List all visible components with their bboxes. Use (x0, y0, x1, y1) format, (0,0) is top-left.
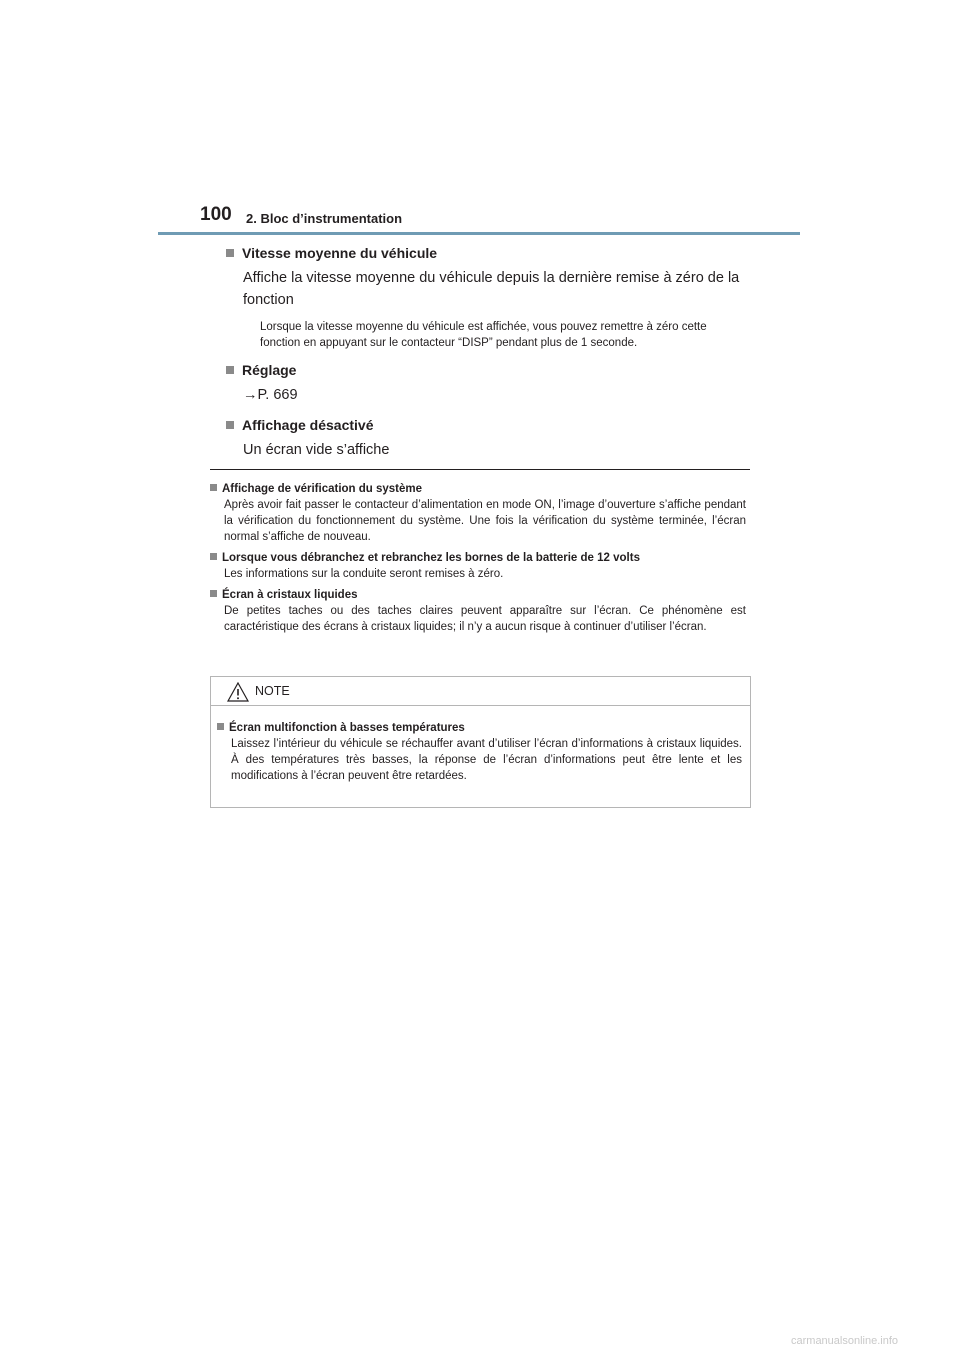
section-display-off (226, 414, 746, 461)
section-setting (226, 359, 746, 406)
square-bullet-icon (210, 590, 217, 597)
section-small-text: Lorsque la vitesse moyenne du véhicule est affichée, vous pouvez remettre à zéro cette fonction en appuyant sur le contacteur “DISP” pendant plus de 1 seconde. (260, 321, 707, 349)
note-item (210, 550, 746, 582)
note-title: Écran à cristaux liquides (222, 589, 358, 601)
notes-list (210, 481, 746, 640)
page-number: 100 (200, 204, 232, 225)
square-bullet-icon (217, 723, 224, 730)
main-content (226, 242, 746, 469)
section-divider (210, 469, 750, 470)
page-reference-link[interactable]: →P. 669 (243, 387, 298, 403)
notice-text: Laissez l’intérieur du véhicule se réchauffer avant d’utiliser l’écran d’informations à cristaux liquides. À des températures très basses, la réponse de l’écran d’informations peut être lente et les modifications à l’écran peuvent être retardées. (231, 738, 742, 782)
section-title: Réglage (242, 362, 297, 378)
notice-body (211, 706, 750, 784)
note-text: Les informations sur la conduite seront remises à zéro. (224, 568, 504, 580)
square-bullet-icon (210, 484, 217, 491)
note-text: De petites taches ou des taches claires peuvent apparaître sur l’écran. Ce phénomène est caractéristique des écrans à cristaux liquides; il n’y a aucun risque à continuer d’utiliser l’écran. (224, 605, 746, 633)
page-header (158, 200, 800, 236)
footer-watermark[interactable]: carmanualsonline.info (791, 1335, 899, 1347)
notice-box (210, 676, 751, 808)
note-title: Lorsque vous débranchez et rebranchez les bornes de la batterie de 12 volts (222, 552, 640, 564)
notice-title: Écran multifonction à basses températures (229, 722, 465, 734)
chapter-title: 2. Bloc d’instrumentation (246, 211, 403, 226)
notice-label: NOTE (255, 684, 290, 698)
square-bullet-icon (226, 366, 234, 374)
note-text: Après avoir fait passer le contacteur d’alimentation en mode ON, l’image d’ouverture s’affiche pendant la vérification du fonctionnement du système. Une fois la vérification du système terminée, l’écran normal s’affiche de nouveau. (224, 499, 746, 543)
section-title: Affichage désactivé (242, 417, 374, 433)
note-title: Affichage de vérification du système (222, 483, 423, 495)
note-item (210, 481, 746, 545)
section-text: Affiche la vitesse moyenne du véhicule depuis la dernière remise à zéro de la fonction (243, 270, 740, 308)
section-text: Un écran vide s’affiche (243, 442, 390, 458)
square-bullet-icon (226, 249, 234, 257)
notice-header (211, 677, 750, 706)
square-bullet-icon (210, 553, 217, 560)
square-bullet-icon (226, 421, 234, 429)
warning-icon (227, 682, 249, 702)
section-average-speed (226, 242, 746, 351)
section-title: Vitesse moyenne du véhicule (242, 245, 438, 261)
header-rule (158, 232, 800, 235)
note-item (210, 587, 746, 635)
